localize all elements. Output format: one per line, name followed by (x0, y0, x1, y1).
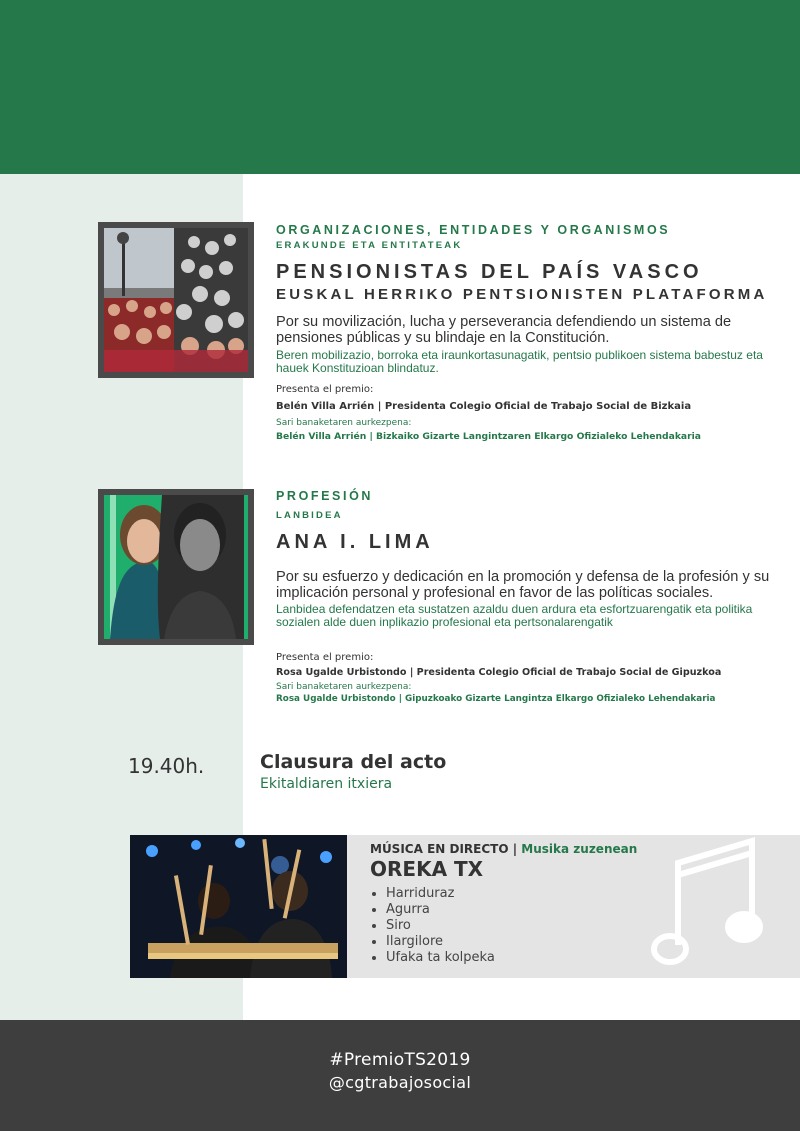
oreka-tx-photo (130, 835, 347, 978)
award1-presenter-label-eu: Sari banaketaren aurkezpena: (276, 418, 412, 428)
award1-presenter: Belén Villa Arrién | Presidenta Colegio Oficial de Trabajo Social de Bizkaia (276, 401, 692, 412)
music-label (370, 842, 637, 856)
hashtag: #PremioTS2019 (329, 1050, 471, 1070)
social-handle: @cgtrabajosocial (328, 1073, 472, 1092)
award2-presenter-label-eu: Sari banaketaren aurkezpena: (276, 682, 412, 692)
music-note-icon (648, 835, 768, 978)
award2-category-eu: LANBIDEA (276, 510, 343, 521)
list-item: • Ufaka ta kolpeka (386, 950, 495, 966)
award2-name: ANA I. LIMA (276, 531, 434, 553)
award1-name: PENSIONISTAS DEL PAÍS VASCO (276, 261, 703, 283)
award2-category: PROFESIÓN (276, 489, 374, 503)
closing-time: 19.40h. (128, 754, 205, 778)
award2-description-eu: Lanbidea defendatzen eta sustatzen azaldu duen ardura eta esfortzuarengatik eta politika sozialen alde duen inplikazio profesional eta pertsonalarengatik (276, 602, 753, 629)
closing-title: Clausura del acto (260, 751, 447, 773)
list-item: • Siro (386, 918, 495, 934)
award1-description-eu: Beren mobilizazio, borroka eta iraunkortasunagatik, pentsio publikoen sistema babestuz eta hauek Konstituzioan blindatuz. (276, 348, 763, 375)
footer (0, 1020, 800, 1131)
list-item: • Agurra (386, 902, 495, 918)
list-item: • Harriduraz (386, 886, 495, 902)
award1-presenter-label: Presenta el premio: (276, 384, 374, 395)
closing-title-eu: Ekitaldiaren itxiera (260, 776, 393, 792)
award1-category-eu: ERAKUNDE ETA ENTITATEAK (276, 240, 463, 251)
ana-lima-photo (98, 489, 254, 645)
award2-presenter: Rosa Ugalde Urbistondo | Presidenta Colegio Oficial de Trabajo Social de Gipuzkoa (276, 667, 722, 678)
award2-description: Por su esfuerzo y dedicación en la promoción y defensa de la profesión y su implicación personal y profesional en favor de las políticas sociales. (276, 569, 770, 601)
music-label-eu: Musika zuzenean (521, 842, 638, 856)
music-label-es: MÚSICA EN DIRECTO | (370, 842, 518, 856)
list-item: • Ilargilore (386, 934, 495, 950)
award2-presenter-eu: Rosa Ugalde Urbistondo | Gipuzkoako Gizarte Langintza Elkargo Ofizialeko Lehendakaria (276, 694, 716, 704)
award2-presenter-label: Presenta el premio: (276, 652, 374, 663)
award1-description: Por su movilización, lucha y perseverancia defendiendo un sistema de pensiones públicas y su blindaje en la Constitución. (276, 314, 732, 346)
award1-name-eu: EUSKAL HERRIKO PENTSIONISTEN PLATAFORMA (276, 286, 768, 303)
song-list (372, 886, 495, 966)
band-name: OREKA TX (370, 857, 484, 881)
header-band (0, 0, 800, 174)
award1-presenter-eu: Belén Villa Arrién | Bizkaiko Gizarte Langintzaren Elkargo Ofizialeko Lehendakaria (276, 431, 702, 442)
pensioners-photo (98, 222, 254, 378)
award1-category: ORGANIZACIONES, ENTIDADES Y ORGANISMOS (276, 223, 671, 237)
